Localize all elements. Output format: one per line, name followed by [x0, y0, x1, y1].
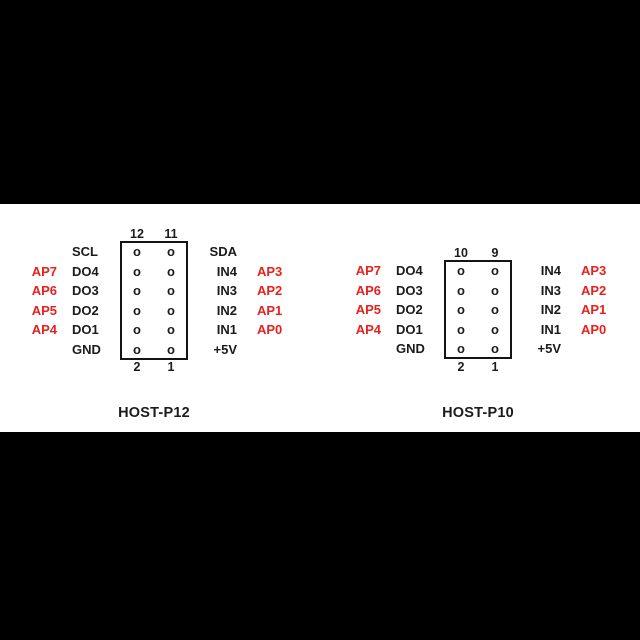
- ap-label-left: AP6: [31, 283, 57, 299]
- ap-label-right: AP1: [257, 302, 283, 318]
- pin-hole: o: [133, 263, 141, 279]
- top-pin-number-left: 10: [454, 245, 468, 260]
- ap-label-left: AP4: [355, 321, 381, 337]
- pin-row: [352, 281, 607, 301]
- signal-label-right: IN3: [216, 283, 237, 299]
- pin-hole: o: [491, 263, 499, 279]
- signal-label-right: IN1: [540, 321, 561, 337]
- pin-hole: o: [167, 283, 175, 299]
- diagram-title: HOST-P10: [442, 404, 514, 421]
- ap-label-left: AP4: [31, 322, 57, 338]
- ap-label-right: AP3: [581, 263, 607, 279]
- signal-label-right: IN1: [216, 322, 237, 338]
- pin-row: [28, 262, 283, 282]
- top-pin-numbers-row: [352, 244, 604, 261]
- signal-label-left: GND: [396, 341, 425, 357]
- pin-hole: o: [133, 341, 141, 357]
- pin-hole: o: [457, 341, 465, 357]
- signal-label-right: IN4: [540, 263, 561, 279]
- pin-hole: o: [491, 341, 499, 357]
- signal-label-left: DO1: [396, 321, 423, 337]
- connector-diagram-host-p10: [352, 244, 607, 421]
- ap-label-right: AP2: [257, 283, 283, 299]
- pin-hole: o: [133, 322, 141, 338]
- ap-label-left: AP6: [355, 282, 381, 298]
- ap-label-right: AP2: [581, 282, 607, 298]
- signal-label-right: IN4: [216, 263, 237, 279]
- pin-row: [352, 320, 607, 340]
- top-pin-number-right: 9: [491, 245, 499, 260]
- top-pin-numbers-row: [28, 225, 280, 242]
- pin-hole: o: [457, 263, 465, 279]
- ap-label-left: AP5: [31, 302, 57, 318]
- bottom-pin-numbers-row: [352, 361, 604, 378]
- diagram-title: HOST-P12: [118, 405, 190, 421]
- signal-label-left: SCL: [72, 244, 98, 260]
- signal-label-left: DO3: [396, 282, 423, 298]
- pin-hole: o: [167, 302, 175, 318]
- bottom-pin-numbers-row: [28, 361, 280, 378]
- pin-hole: o: [133, 283, 141, 299]
- ap-label-left: AP7: [355, 263, 381, 279]
- signal-label-right: IN2: [540, 302, 561, 318]
- pin-hole: o: [457, 302, 465, 318]
- bottom-pin-number-right: 1: [491, 359, 499, 374]
- pin-hole: o: [491, 302, 499, 318]
- signal-label-left: GND: [72, 341, 101, 357]
- signal-label-right: IN2: [216, 302, 237, 318]
- pin-row: [352, 300, 607, 320]
- bottom-pin-number-right: 1: [167, 360, 175, 374]
- signal-label-right: +5V: [537, 341, 561, 357]
- pin-hole: o: [491, 282, 499, 298]
- top-pin-number-right: 11: [164, 226, 178, 241]
- ap-label-left: AP5: [355, 302, 381, 318]
- pin-hole: o: [167, 263, 175, 279]
- pin-hole: o: [491, 321, 499, 337]
- pin-hole: o: [133, 302, 141, 318]
- signal-label-left: DO3: [72, 283, 99, 299]
- bottom-pin-number-left: 2: [133, 360, 141, 374]
- pin-hole: o: [133, 244, 141, 260]
- signal-label-left: DO2: [396, 302, 423, 318]
- pin-hole: o: [457, 282, 465, 298]
- pin-row: [28, 340, 280, 360]
- pinout-panel: [0, 204, 640, 432]
- pin-hole: o: [457, 321, 465, 337]
- pin-hole: o: [167, 322, 175, 338]
- ap-label-right: AP0: [581, 321, 607, 337]
- bottom-pin-number-left: 2: [457, 359, 465, 374]
- ap-label-left: AP7: [31, 263, 57, 279]
- top-pin-number-left: 12: [130, 226, 144, 241]
- pin-row: [28, 320, 283, 340]
- signal-label-right: SDA: [209, 244, 237, 260]
- pin-row: [352, 261, 607, 281]
- pin-row: [28, 281, 283, 301]
- signal-label-left: DO2: [72, 302, 99, 318]
- pin-row: [28, 301, 283, 321]
- connector-diagram-host-p12: [28, 225, 283, 421]
- signal-label-left: DO4: [72, 263, 99, 279]
- pin-hole: o: [167, 244, 175, 260]
- ap-label-right: AP0: [257, 322, 283, 338]
- ap-label-right: AP3: [257, 263, 283, 279]
- signal-label-right: +5V: [213, 341, 237, 357]
- ap-label-right: AP1: [581, 302, 607, 318]
- signal-label-left: DO4: [396, 263, 423, 279]
- pin-row: [352, 339, 604, 359]
- signal-label-right: IN3: [540, 282, 561, 298]
- pin-row: [28, 242, 280, 262]
- signal-label-left: DO1: [72, 322, 99, 338]
- pin-hole: o: [167, 341, 175, 357]
